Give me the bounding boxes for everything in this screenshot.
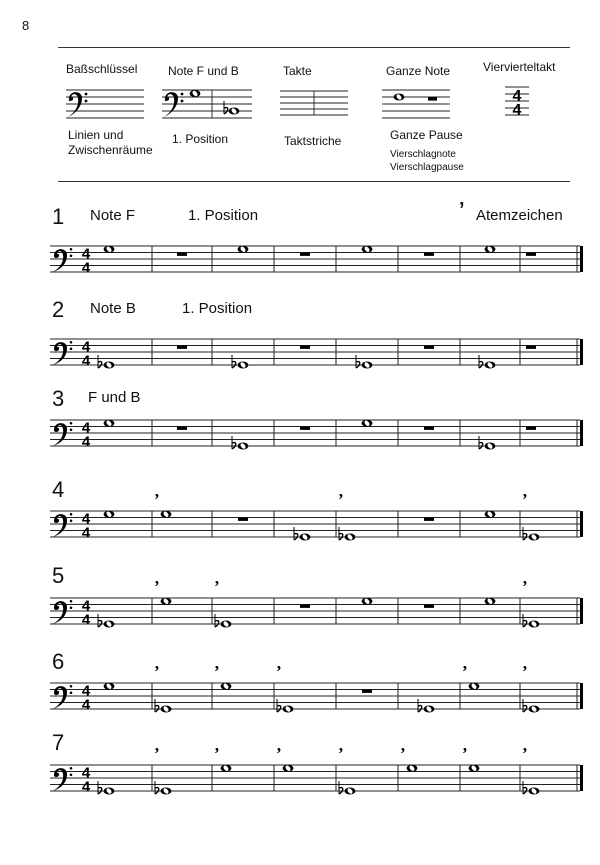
page-number: 8 xyxy=(22,18,30,33)
final-barline-thick xyxy=(580,246,583,272)
whole-note-b-icon xyxy=(283,705,294,712)
breath-mark-icon: ’ xyxy=(214,662,220,681)
whole-note-b-icon xyxy=(300,533,311,540)
breath-mark-icon: ’ xyxy=(338,490,344,509)
legend-measures-caption: Taktstriche xyxy=(284,134,342,148)
breath-mark-icon: ’ xyxy=(276,744,282,763)
whole-note-b-icon xyxy=(529,533,540,540)
whole-note-b-icon xyxy=(221,620,232,627)
staff-lines xyxy=(50,683,580,709)
final-barline-thick xyxy=(580,598,583,624)
bass-clef-icon xyxy=(53,767,72,791)
whole-note-b-icon xyxy=(529,705,540,712)
staff-lines xyxy=(50,246,580,272)
whole-note-f-icon xyxy=(161,511,172,518)
staff-lines xyxy=(50,339,580,365)
time-sig-numerator: 4 xyxy=(81,682,91,700)
time-sig-denominator: 4 xyxy=(81,611,91,629)
breath-mark-icon: ’ xyxy=(154,662,160,681)
bass-clef-icon xyxy=(68,92,87,117)
time-sig-denominator: 4 xyxy=(81,778,91,796)
staff-lines xyxy=(50,765,580,791)
legend-notes-staff xyxy=(162,86,254,122)
whole-rest-icon xyxy=(238,518,248,521)
whole-rest-icon xyxy=(526,427,536,430)
whole-note-f-icon xyxy=(485,598,496,605)
flat-icon xyxy=(98,355,102,368)
exercise-7-staff xyxy=(0,744,600,799)
breath-mark-icon: ’ xyxy=(154,744,160,763)
flat-icon xyxy=(356,355,360,368)
final-barline-thick xyxy=(580,511,583,537)
time-sig-denominator: 4 xyxy=(512,102,522,119)
breath-mark-legend-icon: ’ xyxy=(459,199,465,221)
whole-rest-icon xyxy=(424,346,434,349)
flat-icon xyxy=(418,699,422,712)
time-sig-numerator: 4 xyxy=(81,510,91,528)
whole-rest-icon xyxy=(177,427,187,430)
flat-icon xyxy=(155,781,159,794)
exercise-2-staff xyxy=(0,333,600,373)
flat-icon xyxy=(523,614,527,627)
whole-note-b-icon xyxy=(238,361,249,368)
time-sig-numerator: 4 xyxy=(81,597,91,615)
legend-notes-title: Note F und B xyxy=(168,64,239,78)
exercise-5-number: 5 xyxy=(52,563,65,588)
time-sig-denominator: 4 xyxy=(81,259,91,277)
flat-icon xyxy=(215,614,219,627)
legend-notes-caption: 1. Position xyxy=(172,132,229,146)
legend-whole-note-staff xyxy=(382,86,452,122)
whole-note-b-icon xyxy=(345,533,356,540)
whole-note-b-icon xyxy=(104,620,115,627)
bass-clef-icon xyxy=(53,341,72,365)
whole-rest-icon xyxy=(526,346,536,349)
whole-note-f-icon xyxy=(104,683,115,690)
whole-note-b-icon xyxy=(345,787,356,794)
legend-measures-title: Takte xyxy=(283,64,312,78)
breath-mark-icon: ’ xyxy=(154,577,160,596)
breath-mark-icon: ’ xyxy=(522,490,528,509)
exercise-1-title: Note F xyxy=(90,207,136,224)
time-sig-denominator: 4 xyxy=(81,696,91,714)
bass-clef-icon xyxy=(53,685,72,709)
whole-note-b-icon xyxy=(161,705,172,712)
exercise-2-subtitle: 1. Position xyxy=(182,300,253,317)
whole-rest-icon xyxy=(177,253,187,256)
whole-rest-icon xyxy=(300,253,310,256)
whole-rest-icon xyxy=(424,253,434,256)
whole-note-b-icon xyxy=(529,787,540,794)
whole-note-f-icon xyxy=(362,598,373,605)
staff-lines xyxy=(50,598,580,624)
whole-note-b-icon xyxy=(161,787,172,794)
breath-mark-icon: ’ xyxy=(276,662,282,681)
bass-clef-icon xyxy=(53,600,72,624)
legend-whole-note-sub2: Vierschlagpause xyxy=(390,162,464,173)
whole-note-b-icon xyxy=(485,361,496,368)
flat-icon xyxy=(232,436,236,449)
time-sig-numerator: 4 xyxy=(81,338,91,356)
whole-note-b-icon xyxy=(529,620,540,627)
breath-mark-icon: ’ xyxy=(214,577,220,596)
flat-icon xyxy=(98,781,102,794)
flat-icon xyxy=(523,699,527,712)
whole-note-f-icon xyxy=(407,765,418,772)
breath-mark-icon: ’ xyxy=(462,744,468,763)
whole-note-f-icon xyxy=(469,765,480,772)
legend-time-sig-staff xyxy=(505,84,531,118)
legend-bass-clef-caption-2: Zwischenräume xyxy=(68,143,153,157)
flat-icon xyxy=(98,614,102,627)
legend-whole-note-sub1: Vierschlagnote xyxy=(390,149,456,160)
bass-clef-icon xyxy=(53,422,72,446)
legend-whole-note-title: Ganze Note xyxy=(386,64,451,78)
legend-bass-clef-caption-1: Linien und xyxy=(68,128,124,142)
flat-icon xyxy=(523,527,527,540)
whole-note-f-icon xyxy=(104,511,115,518)
staff-lines xyxy=(50,420,580,446)
bass-clef-icon xyxy=(164,92,183,117)
final-barline-thick xyxy=(580,420,583,446)
legend-time-sig-title: Viervierteltakt xyxy=(483,60,556,74)
whole-note-f-icon xyxy=(469,683,480,690)
legend-bass-clef-staff xyxy=(66,86,146,122)
exercise-3-title: F und B xyxy=(88,389,141,406)
exercise-3-staff xyxy=(0,414,600,454)
whole-rest-icon xyxy=(424,518,434,521)
breath-mark-icon: ’ xyxy=(522,577,528,596)
whole-note-f-icon xyxy=(104,246,115,253)
final-barline-thick xyxy=(580,683,583,709)
whole-rest-icon xyxy=(424,605,434,608)
flat-icon xyxy=(155,699,159,712)
legend-measures-staff xyxy=(280,89,350,121)
whole-note-b-icon xyxy=(424,705,435,712)
breath-mark-icon: ’ xyxy=(154,490,160,509)
whole-rest-icon xyxy=(362,690,372,693)
legend-bass-clef-title: Baßschlüssel xyxy=(66,62,138,76)
time-sig-numerator: 4 xyxy=(81,764,91,782)
flat-icon xyxy=(479,355,483,368)
whole-rest-icon xyxy=(428,97,437,101)
exercise-6-number: 6 xyxy=(52,649,65,674)
whole-note-f-icon xyxy=(238,246,249,253)
exercise-7-number: 7 xyxy=(52,730,65,755)
final-barline-thick xyxy=(580,765,583,791)
flat-icon xyxy=(277,699,281,712)
whole-note-f-icon xyxy=(221,765,232,772)
flat-icon xyxy=(224,101,228,114)
breath-mark-icon: ’ xyxy=(522,744,528,763)
exercise-5-staff xyxy=(0,577,600,632)
breath-mark-icon: ’ xyxy=(522,662,528,681)
flat-icon xyxy=(339,527,343,540)
flat-icon xyxy=(479,436,483,449)
exercise-4-staff xyxy=(0,490,600,545)
legend-bottom-rule xyxy=(58,181,570,182)
whole-note-b-icon xyxy=(485,442,496,449)
whole-note-b-icon xyxy=(104,787,115,794)
flat-icon xyxy=(232,355,236,368)
staff-lines xyxy=(50,511,580,537)
time-sig-numerator: 4 xyxy=(81,245,91,263)
exercise-2-title: Note B xyxy=(90,300,136,317)
flat-icon xyxy=(339,781,343,794)
legend-top-rule xyxy=(58,47,570,48)
exercise-1-extra: Atemzeichen xyxy=(476,207,563,224)
whole-rest-icon xyxy=(424,427,434,430)
exercise-6-staff xyxy=(0,662,600,717)
whole-note-f-icon xyxy=(362,420,373,427)
whole-note-f-icon xyxy=(104,420,115,427)
exercise-1-staff xyxy=(0,240,600,280)
exercise-2-number: 2 xyxy=(52,297,65,322)
exercise-1-subtitle: 1. Position xyxy=(188,207,259,224)
whole-note-b-icon xyxy=(104,361,115,368)
breath-mark-icon: ’ xyxy=(338,744,344,763)
time-sig-denominator: 4 xyxy=(81,524,91,542)
whole-rest-icon xyxy=(300,605,310,608)
time-sig-denominator: 4 xyxy=(81,433,91,451)
exercise-4-number: 4 xyxy=(52,477,65,502)
flat-icon xyxy=(294,527,298,540)
legend-whole-note-caption: Ganze Pause xyxy=(390,128,463,142)
whole-note-f-icon xyxy=(190,90,201,97)
whole-note-b-icon xyxy=(362,361,373,368)
exercise-1-number: 1 xyxy=(52,204,65,229)
breath-mark-icon: ’ xyxy=(400,744,406,763)
whole-note-f-icon xyxy=(362,246,373,253)
exercise-3-number: 3 xyxy=(52,386,65,411)
whole-note-f-icon xyxy=(221,683,232,690)
final-barline-thick xyxy=(580,339,583,365)
time-sig-numerator: 4 xyxy=(512,88,522,105)
bass-clef-icon xyxy=(53,513,72,537)
time-sig-numerator: 4 xyxy=(81,419,91,437)
whole-rest-icon xyxy=(177,346,187,349)
whole-rest-icon xyxy=(526,253,536,256)
flat-icon xyxy=(523,781,527,794)
whole-note-f-icon xyxy=(283,765,294,772)
whole-note-f-icon xyxy=(485,511,496,518)
breath-mark-icon: ’ xyxy=(214,744,220,763)
whole-note-b-icon xyxy=(238,442,249,449)
breath-mark-icon: ’ xyxy=(462,662,468,681)
whole-note-f-icon xyxy=(485,246,496,253)
time-sig-denominator: 4 xyxy=(81,352,91,370)
whole-rest-icon xyxy=(300,346,310,349)
whole-note-icon xyxy=(394,93,405,100)
bass-clef-icon xyxy=(53,248,72,272)
whole-rest-icon xyxy=(300,427,310,430)
whole-note-b-icon xyxy=(229,107,240,114)
whole-note-f-icon xyxy=(161,598,172,605)
